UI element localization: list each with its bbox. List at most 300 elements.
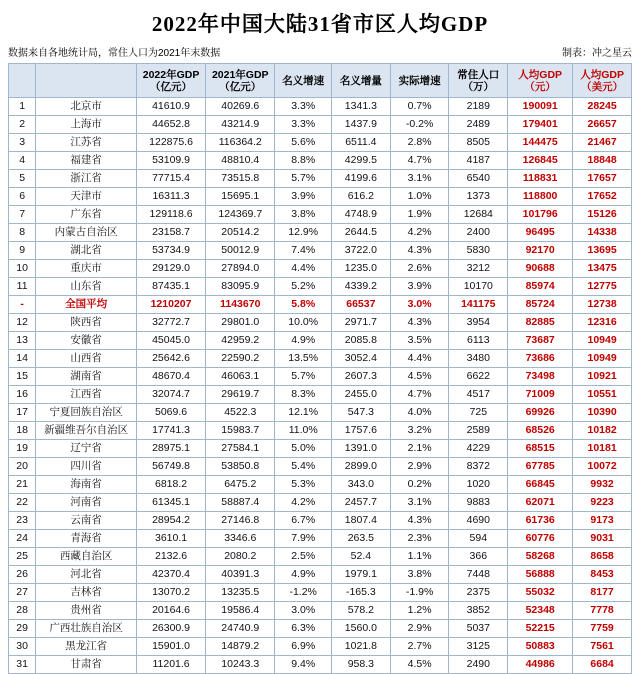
cell-nominal-growth: 6.9%	[275, 638, 332, 656]
col-gdp-2021	[206, 64, 275, 98]
cell-nominal-growth: 5.0%	[275, 440, 332, 458]
cell-gdp-per-capita-usd: 8453	[573, 566, 632, 584]
cell-gdp-per-capita-usd: 18848	[573, 152, 632, 170]
cell-gdp-per-capita-usd: 7759	[573, 620, 632, 638]
cell-nominal-increment: 578.2	[332, 602, 391, 620]
cell-population: 5830	[449, 242, 508, 260]
cell-gdp-2021: 124369.7	[206, 206, 275, 224]
cell-index: 13	[9, 332, 36, 350]
cell-nominal-growth: 5.2%	[275, 278, 332, 296]
cell-real-growth: 1.1%	[390, 548, 449, 566]
cell-nominal-growth: 3.8%	[275, 206, 332, 224]
cell-gdp-per-capita-usd: 6684	[573, 656, 632, 674]
col-nominal-increment: 名义增量	[332, 64, 391, 98]
cell-real-growth: -0.2%	[390, 116, 449, 134]
cell-nominal-increment: 958.3	[332, 656, 391, 674]
cell-region: 海南省	[36, 476, 137, 494]
cell-index: 4	[9, 152, 36, 170]
cell-real-growth: 3.1%	[390, 170, 449, 188]
cell-population: 8505	[449, 134, 508, 152]
cell-index: -	[9, 296, 36, 314]
cell-gdp-2022: 28975.1	[136, 440, 205, 458]
cell-region: 重庆市	[36, 260, 137, 278]
cell-nominal-growth: 5.3%	[275, 476, 332, 494]
table-row	[9, 638, 632, 656]
cell-real-growth: 4.0%	[390, 404, 449, 422]
cell-gdp-2021: 4522.3	[206, 404, 275, 422]
col-gdp-2022	[136, 64, 205, 98]
cell-region: 全国平均	[36, 296, 137, 314]
cell-population: 594	[449, 530, 508, 548]
col-gdp-2021-l1: 2021年GDP	[211, 68, 269, 81]
cell-nominal-growth: 4.2%	[275, 494, 332, 512]
cell-index: 23	[9, 512, 36, 530]
cell-gdp-2021: 10243.3	[206, 656, 275, 674]
cell-real-growth: -1.9%	[390, 584, 449, 602]
cell-population: 3480	[449, 350, 508, 368]
cell-nominal-increment: 1807.4	[332, 512, 391, 530]
cell-region: 辽宁省	[36, 440, 137, 458]
cell-index: 10	[9, 260, 36, 278]
cell-gdp-2021: 73515.8	[206, 170, 275, 188]
cell-gdp-2022: 77715.4	[136, 170, 205, 188]
cell-gdp-2021: 29619.7	[206, 386, 275, 404]
cell-index: 2	[9, 116, 36, 134]
cell-gdp-per-capita-cny: 71009	[508, 386, 573, 404]
cell-real-growth: 2.9%	[390, 458, 449, 476]
cell-population: 2490	[449, 656, 508, 674]
col-gdp-per-capita-cny-l2: （元）	[524, 80, 556, 93]
cell-nominal-increment: 66537	[332, 296, 391, 314]
cell-gdp-2021: 22590.2	[206, 350, 275, 368]
table-row	[9, 458, 632, 476]
table-row	[9, 242, 632, 260]
cell-nominal-increment: 1437.9	[332, 116, 391, 134]
cell-nominal-growth: 3.9%	[275, 188, 332, 206]
cell-gdp-2022: 45045.0	[136, 332, 205, 350]
cell-region: 青海省	[36, 530, 137, 548]
cell-index: 25	[9, 548, 36, 566]
cell-gdp-per-capita-cny: 118800	[508, 188, 573, 206]
cell-real-growth: 3.0%	[390, 296, 449, 314]
cell-gdp-2021: 58887.4	[206, 494, 275, 512]
cell-real-growth: 3.1%	[390, 494, 449, 512]
cell-nominal-increment: 4199.6	[332, 170, 391, 188]
cell-index: 18	[9, 422, 36, 440]
cell-gdp-per-capita-cny: 44986	[508, 656, 573, 674]
cell-gdp-per-capita-usd: 8658	[573, 548, 632, 566]
cell-real-growth: 2.9%	[390, 620, 449, 638]
cell-gdp-per-capita-usd: 12738	[573, 296, 632, 314]
cell-population: 4229	[449, 440, 508, 458]
cell-gdp-2021: 3346.6	[206, 530, 275, 548]
author-note: 制表：冲之星云	[562, 48, 632, 59]
cell-gdp-2021: 53850.8	[206, 458, 275, 476]
table-row	[9, 512, 632, 530]
cell-region: 云南省	[36, 512, 137, 530]
cell-nominal-growth: 6.7%	[275, 512, 332, 530]
cell-population: 2189	[449, 98, 508, 116]
cell-gdp-per-capita-cny: 85974	[508, 278, 573, 296]
cell-population: 8372	[449, 458, 508, 476]
col-gdp-per-capita-usd-l1: 人均GDP	[580, 68, 624, 81]
cell-region: 内蒙古自治区	[36, 224, 137, 242]
table-row	[9, 188, 632, 206]
cell-population: 6113	[449, 332, 508, 350]
cell-nominal-increment: 2455.0	[332, 386, 391, 404]
cell-gdp-per-capita-usd: 10949	[573, 350, 632, 368]
col-region	[36, 64, 137, 98]
cell-gdp-2022: 11201.6	[136, 656, 205, 674]
cell-gdp-2022: 129118.6	[136, 206, 205, 224]
table-row	[9, 350, 632, 368]
cell-gdp-per-capita-usd: 10921	[573, 368, 632, 386]
cell-nominal-growth: 3.0%	[275, 602, 332, 620]
table-body	[9, 98, 632, 674]
cell-gdp-per-capita-cny: 69926	[508, 404, 573, 422]
cell-gdp-2021: 40269.6	[206, 98, 275, 116]
cell-gdp-2022: 13070.2	[136, 584, 205, 602]
table-row	[9, 116, 632, 134]
col-index	[9, 64, 36, 98]
table-row	[9, 404, 632, 422]
cell-nominal-increment: 547.3	[332, 404, 391, 422]
cell-region: 黑龙江省	[36, 638, 137, 656]
cell-nominal-growth: 9.4%	[275, 656, 332, 674]
cell-gdp-2021: 1143670	[206, 296, 275, 314]
cell-index: 28	[9, 602, 36, 620]
cell-gdp-2021: 15983.7	[206, 422, 275, 440]
cell-population: 2589	[449, 422, 508, 440]
cell-gdp-2022: 44652.8	[136, 116, 205, 134]
cell-gdp-per-capita-cny: 85724	[508, 296, 573, 314]
cell-gdp-2021: 2080.2	[206, 548, 275, 566]
cell-population: 7448	[449, 566, 508, 584]
cell-gdp-per-capita-usd: 7561	[573, 638, 632, 656]
page-title: 2022年中国大陆31省市区人均GDP	[151, 12, 489, 36]
cell-index: 5	[9, 170, 36, 188]
cell-population: 141175	[449, 296, 508, 314]
cell-nominal-growth: 6.3%	[275, 620, 332, 638]
col-gdp-per-capita-cny	[508, 64, 573, 98]
cell-nominal-growth: 4.4%	[275, 260, 332, 278]
cell-real-growth: 2.8%	[390, 134, 449, 152]
table-row	[9, 656, 632, 674]
cell-index: 19	[9, 440, 36, 458]
cell-gdp-2021: 19586.4	[206, 602, 275, 620]
col-gdp-2022-l1: 2022年GDP	[142, 68, 200, 81]
cell-nominal-growth: 2.5%	[275, 548, 332, 566]
cell-nominal-increment: 4748.9	[332, 206, 391, 224]
cell-gdp-per-capita-cny: 55032	[508, 584, 573, 602]
cell-nominal-growth: 12.1%	[275, 404, 332, 422]
cell-gdp-2022: 6818.2	[136, 476, 205, 494]
table-row	[9, 440, 632, 458]
cell-index: 27	[9, 584, 36, 602]
cell-index: 3	[9, 134, 36, 152]
cell-index: 31	[9, 656, 36, 674]
table-row	[9, 386, 632, 404]
cell-region: 安徽省	[36, 332, 137, 350]
cell-population: 10170	[449, 278, 508, 296]
col-gdp-per-capita-usd	[573, 64, 632, 98]
cell-nominal-growth: 13.5%	[275, 350, 332, 368]
cell-gdp-per-capita-cny: 61736	[508, 512, 573, 530]
cell-population: 3954	[449, 314, 508, 332]
table-row	[9, 170, 632, 188]
cell-nominal-increment: 2971.7	[332, 314, 391, 332]
cell-real-growth: 1.0%	[390, 188, 449, 206]
cell-gdp-per-capita-cny: 73686	[508, 350, 573, 368]
cell-nominal-growth: -1.2%	[275, 584, 332, 602]
col-population-l1: 常住人口	[457, 68, 500, 81]
cell-nominal-increment: 4299.5	[332, 152, 391, 170]
cell-population: 1020	[449, 476, 508, 494]
cell-real-growth: 2.3%	[390, 530, 449, 548]
cell-nominal-increment: 263.5	[332, 530, 391, 548]
table-row	[9, 476, 632, 494]
cell-region: 湖南省	[36, 368, 137, 386]
cell-nominal-increment: 1979.1	[332, 566, 391, 584]
cell-real-growth: 1.9%	[390, 206, 449, 224]
table-row	[9, 278, 632, 296]
cell-real-growth: 3.8%	[390, 566, 449, 584]
table-row	[9, 584, 632, 602]
cell-gdp-2022: 122875.6	[136, 134, 205, 152]
cell-gdp-per-capita-cny: 144475	[508, 134, 573, 152]
cell-nominal-increment: 2457.7	[332, 494, 391, 512]
cell-index: 29	[9, 620, 36, 638]
cell-gdp-2022: 53109.9	[136, 152, 205, 170]
cell-nominal-growth: 3.3%	[275, 98, 332, 116]
cell-index: 11	[9, 278, 36, 296]
cell-nominal-increment: 1560.0	[332, 620, 391, 638]
cell-population: 2375	[449, 584, 508, 602]
cell-population: 6622	[449, 368, 508, 386]
cell-population: 4187	[449, 152, 508, 170]
cell-gdp-2022: 41610.9	[136, 98, 205, 116]
cell-gdp-per-capita-usd: 17657	[573, 170, 632, 188]
cell-population: 3852	[449, 602, 508, 620]
cell-gdp-2021: 27146.8	[206, 512, 275, 530]
cell-nominal-increment: 1757.6	[332, 422, 391, 440]
cell-real-growth: 4.3%	[390, 512, 449, 530]
cell-region: 陕西省	[36, 314, 137, 332]
cell-gdp-per-capita-cny: 82885	[508, 314, 573, 332]
cell-gdp-per-capita-usd: 10182	[573, 422, 632, 440]
cell-real-growth: 3.2%	[390, 422, 449, 440]
cell-index: 22	[9, 494, 36, 512]
cell-gdp-2021: 46063.1	[206, 368, 275, 386]
table-row	[9, 602, 632, 620]
cell-nominal-increment: 1391.0	[332, 440, 391, 458]
cell-real-growth: 0.7%	[390, 98, 449, 116]
cell-population: 2400	[449, 224, 508, 242]
cell-region: 宁夏回族自治区	[36, 404, 137, 422]
cell-nominal-growth: 5.6%	[275, 134, 332, 152]
cell-gdp-per-capita-cny: 56888	[508, 566, 573, 584]
cell-gdp-2021: 48810.4	[206, 152, 275, 170]
cell-gdp-2022: 3610.1	[136, 530, 205, 548]
cell-region: 山西省	[36, 350, 137, 368]
table-header-row	[9, 64, 632, 98]
cell-nominal-increment: 2607.3	[332, 368, 391, 386]
cell-nominal-increment: -165.3	[332, 584, 391, 602]
cell-population: 5037	[449, 620, 508, 638]
cell-index: 9	[9, 242, 36, 260]
cell-real-growth: 2.7%	[390, 638, 449, 656]
cell-gdp-2022: 32074.7	[136, 386, 205, 404]
cell-gdp-per-capita-usd: 10551	[573, 386, 632, 404]
cell-nominal-increment: 1235.0	[332, 260, 391, 278]
cell-gdp-per-capita-usd: 28245	[573, 98, 632, 116]
cell-gdp-2022: 87435.1	[136, 278, 205, 296]
cell-index: 7	[9, 206, 36, 224]
table-row	[9, 368, 632, 386]
cell-region: 吉林省	[36, 584, 137, 602]
cell-gdp-2022: 16311.3	[136, 188, 205, 206]
cell-real-growth: 1.2%	[390, 602, 449, 620]
cell-nominal-increment: 616.2	[332, 188, 391, 206]
cell-population: 4690	[449, 512, 508, 530]
cell-gdp-2021: 50012.9	[206, 242, 275, 260]
cell-gdp-2022: 5069.6	[136, 404, 205, 422]
cell-nominal-growth: 5.8%	[275, 296, 332, 314]
table-row	[9, 422, 632, 440]
cell-gdp-2022: 48670.4	[136, 368, 205, 386]
cell-gdp-2022: 42370.4	[136, 566, 205, 584]
cell-gdp-per-capita-usd: 13695	[573, 242, 632, 260]
cell-gdp-2022: 15901.0	[136, 638, 205, 656]
cell-real-growth: 2.6%	[390, 260, 449, 278]
cell-gdp-2022: 20164.6	[136, 602, 205, 620]
cell-real-growth: 4.5%	[390, 656, 449, 674]
table-row	[9, 152, 632, 170]
cell-gdp-per-capita-usd: 15126	[573, 206, 632, 224]
cell-nominal-growth: 10.0%	[275, 314, 332, 332]
cell-nominal-growth: 5.4%	[275, 458, 332, 476]
cell-population: 12684	[449, 206, 508, 224]
cell-gdp-per-capita-cny: 60776	[508, 530, 573, 548]
cell-real-growth: 4.7%	[390, 152, 449, 170]
cell-gdp-2021: 116364.2	[206, 134, 275, 152]
cell-gdp-per-capita-usd: 9173	[573, 512, 632, 530]
cell-gdp-per-capita-usd: 17652	[573, 188, 632, 206]
cell-gdp-2022: 61345.1	[136, 494, 205, 512]
cell-region: 贵州省	[36, 602, 137, 620]
cell-gdp-per-capita-usd: 9932	[573, 476, 632, 494]
cell-nominal-increment: 1021.8	[332, 638, 391, 656]
cell-region: 河南省	[36, 494, 137, 512]
table-row	[9, 548, 632, 566]
cell-gdp-per-capita-cny: 126845	[508, 152, 573, 170]
cell-real-growth: 3.9%	[390, 278, 449, 296]
cell-gdp-2021: 14879.2	[206, 638, 275, 656]
cell-gdp-per-capita-usd: 13475	[573, 260, 632, 278]
table-row	[9, 314, 632, 332]
data-source-note: 数据来自各地统计局，常住人口为2021年末数据	[8, 48, 221, 59]
col-gdp-2022-l2: （亿元）	[150, 80, 193, 93]
cell-region: 山东省	[36, 278, 137, 296]
cell-gdp-per-capita-cny: 66845	[508, 476, 573, 494]
cell-real-growth: 4.3%	[390, 242, 449, 260]
note-line	[0, 44, 640, 63]
cell-real-growth: 0.2%	[390, 476, 449, 494]
cell-index: 30	[9, 638, 36, 656]
cell-nominal-increment: 343.0	[332, 476, 391, 494]
cell-region: 浙江省	[36, 170, 137, 188]
col-gdp-2021-l2: （亿元）	[219, 80, 262, 93]
table-row	[9, 494, 632, 512]
cell-nominal-growth: 11.0%	[275, 422, 332, 440]
cell-index: 14	[9, 350, 36, 368]
cell-gdp-per-capita-usd: 14338	[573, 224, 632, 242]
cell-region: 广东省	[36, 206, 137, 224]
cell-index: 17	[9, 404, 36, 422]
cell-region: 北京市	[36, 98, 137, 116]
cell-gdp-per-capita-usd: 7778	[573, 602, 632, 620]
cell-nominal-increment: 6511.4	[332, 134, 391, 152]
cell-index: 26	[9, 566, 36, 584]
cell-index: 20	[9, 458, 36, 476]
cell-gdp-per-capita-usd: 10949	[573, 332, 632, 350]
table-row	[9, 296, 632, 314]
table-row	[9, 332, 632, 350]
cell-population: 4517	[449, 386, 508, 404]
table-row	[9, 620, 632, 638]
cell-population: 2489	[449, 116, 508, 134]
cell-region: 河北省	[36, 566, 137, 584]
cell-gdp-per-capita-cny: 96495	[508, 224, 573, 242]
cell-region: 江苏省	[36, 134, 137, 152]
cell-real-growth: 2.1%	[390, 440, 449, 458]
table-row	[9, 98, 632, 116]
cell-population: 1373	[449, 188, 508, 206]
cell-real-growth: 4.7%	[390, 386, 449, 404]
cell-nominal-growth: 8.8%	[275, 152, 332, 170]
cell-region: 新疆维吾尔自治区	[36, 422, 137, 440]
cell-population: 366	[449, 548, 508, 566]
cell-gdp-per-capita-cny: 50883	[508, 638, 573, 656]
cell-region: 四川省	[36, 458, 137, 476]
cell-gdp-2022: 17741.3	[136, 422, 205, 440]
cell-gdp-2021: 27584.1	[206, 440, 275, 458]
cell-nominal-increment: 2085.8	[332, 332, 391, 350]
cell-population: 6540	[449, 170, 508, 188]
cell-nominal-growth: 7.4%	[275, 242, 332, 260]
cell-nominal-growth: 5.7%	[275, 170, 332, 188]
cell-nominal-growth: 8.3%	[275, 386, 332, 404]
cell-gdp-2022: 2132.6	[136, 548, 205, 566]
col-gdp-per-capita-usd-l2: （美元）	[581, 80, 624, 93]
cell-nominal-increment: 1341.3	[332, 98, 391, 116]
cell-nominal-growth: 4.9%	[275, 332, 332, 350]
cell-gdp-2021: 24740.9	[206, 620, 275, 638]
cell-population: 9883	[449, 494, 508, 512]
cell-gdp-per-capita-cny: 73498	[508, 368, 573, 386]
col-gdp-per-capita-cny-l1: 人均GDP	[518, 68, 563, 81]
cell-index: 16	[9, 386, 36, 404]
cell-gdp-2021: 29801.0	[206, 314, 275, 332]
cell-region: 上海市	[36, 116, 137, 134]
gdp-table	[8, 63, 632, 674]
cell-gdp-2021: 15695.1	[206, 188, 275, 206]
cell-region: 湖北省	[36, 242, 137, 260]
cell-gdp-2021: 43214.9	[206, 116, 275, 134]
table-row	[9, 224, 632, 242]
cell-region: 广西壮族自治区	[36, 620, 137, 638]
cell-gdp-2022: 1210207	[136, 296, 205, 314]
